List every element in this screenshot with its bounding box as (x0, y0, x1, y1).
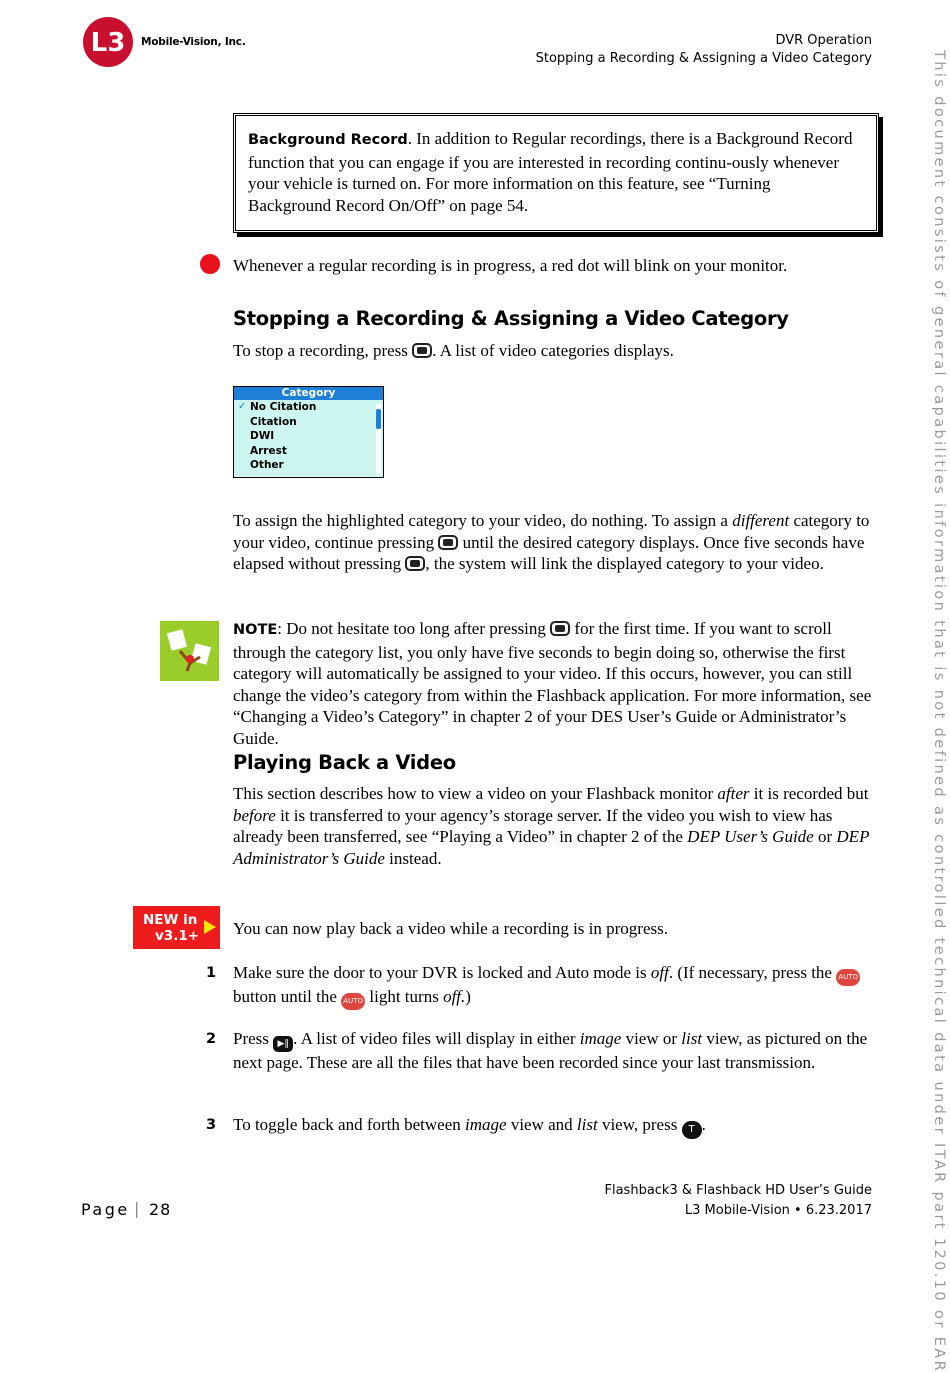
section-heading-stopping: Stopping a Recording & Assigning a Video Category (233, 307, 789, 330)
page-number: 28 (149, 1200, 172, 1219)
category-button-icon (412, 343, 432, 358)
step-number: 2 (206, 1031, 217, 1047)
step-2-text: Press ▶‖ . A list of video files will display in either image view or list view, as pictured on the next page. These are all the files that have been recorded since your last transmission. (233, 1029, 868, 1072)
footer-company-date: L3 Mobile-Vision • 6.23.2017 (684, 1203, 872, 1218)
note-paragraph: NOTE: Do not hesitate too long after pressing for the first time. If you want to scroll through the category list, you only have five seconds to begin doing so, otherwise the first category will automatically be assigned to your video. If this occurs, however, you can still change the video’s category from within the Flashback application. For more information, see “Changing a Video’s Category” in chapter 2 of your DES User’s Guide or Administrator’s Guide. (233, 619, 872, 748)
company-name: Mobile-Vision, Inc. (141, 36, 246, 48)
new-version-badge: NEW in v3.1+ (133, 906, 220, 949)
stop-intro: To stop a recording, press . A list of video categories displays. (233, 341, 674, 360)
page-separator: | (134, 1199, 140, 1218)
category-button-icon (438, 535, 458, 550)
new-feature-text: You can now play back a video while a recording is in progress. (233, 919, 668, 938)
checkmark-icon: ✓ (238, 401, 247, 412)
section-heading-playback: Playing Back a Video (233, 751, 456, 774)
toggle-button-icon: T (682, 1121, 702, 1139)
svg-text:L3: L3 (90, 28, 126, 58)
category-item: DWI (250, 430, 275, 443)
play-pause-button-icon: ▶‖ (273, 1036, 293, 1052)
note-icon (160, 621, 219, 681)
arrow-right-icon (204, 920, 216, 934)
background-record-callout (233, 113, 879, 233)
step-number: 1 (206, 965, 217, 981)
header-section: DVR Operation (775, 33, 872, 48)
category-item: Other (250, 459, 284, 472)
callout-text: . In addition to Regular recordings, there is a Background Record function that you can engage if you are interested in recording continu-ously whenever your vehicle is turned on. For more information on this feature, see “Turning Background Record On/Off” on page 54. (248, 129, 853, 215)
category-button-icon (550, 621, 570, 636)
category-button-icon (405, 556, 425, 571)
auto-button-icon: AUTO (836, 969, 860, 986)
assign-paragraph: To assign the highlighted category to your video, do nothing. To assign a different category to your video, continue pressing until the desired category displays. Once five seconds have elapsed without pressing , the system will link the displayed category to your video. (233, 511, 870, 573)
playback-intro: This section describes how to view a video on your Flashback monitor after it is recorded but before it is transferred to your agency’s storage server. If the video you wish to view has already been transferred, see “Playing a Video” in chapter 2 of the DEP User’s Guide or DEP Administrator’s Guide instead. (233, 784, 870, 868)
step-number: 3 (206, 1117, 217, 1133)
auto-button-icon: AUTO (341, 993, 365, 1010)
page-label: Page (81, 1200, 130, 1219)
header-subsection: Stopping a Recording & Assigning a Video Category (535, 51, 872, 66)
callout-title: Background Record (248, 132, 408, 148)
footer-guide-title: Flashback3 & Flashback HD User’s Guide (604, 1183, 872, 1198)
step-3-text: To toggle back and forth between image view and list view, press T . (233, 1114, 873, 1139)
category-scroll-thumb (376, 409, 381, 429)
category-item: ✓ No Citation (238, 401, 317, 413)
category-header: Category (234, 387, 383, 400)
red-dot-icon (200, 254, 220, 274)
category-list (233, 386, 384, 478)
category-item: Citation (250, 415, 297, 428)
red-dot-note: Whenever a regular recording is in progress, a red dot will blink on your monitor. (233, 256, 788, 275)
category-item: Arrest (250, 444, 287, 457)
step-1-text: Make sure the door to your DVR is locked and Auto mode is off. (If necessary, press the AUTO button until the AUTO light turns off.) (233, 962, 873, 1010)
export-notice: This document consists of general capabilities information that is not defined as controlled technical data under ITAR part 120.10 or EAR (931, 50, 947, 1373)
l3-logo (80, 16, 136, 68)
